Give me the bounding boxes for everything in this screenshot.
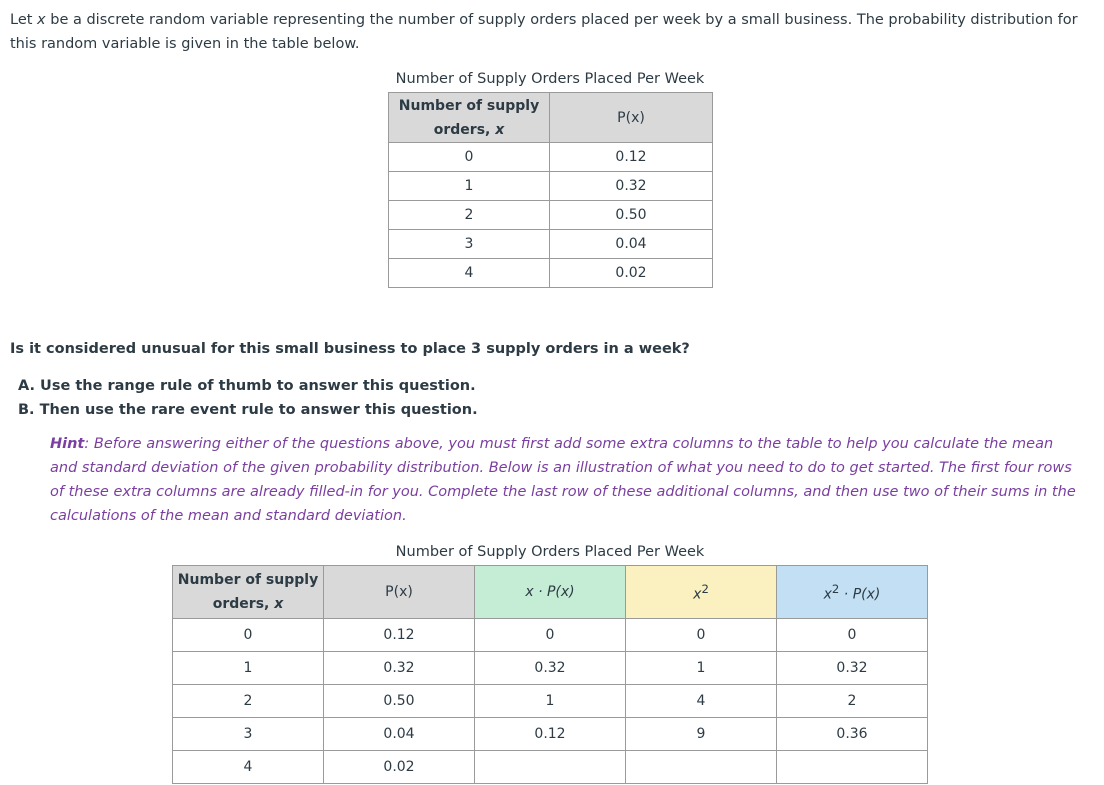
table2-cell-p: 0.32 — [324, 652, 475, 685]
table2-header-x2-exp: 2 — [701, 582, 709, 597]
table2-cell-x: 2 — [173, 685, 324, 718]
table-row — [389, 143, 713, 172]
table2-cell-p: 0.02 — [324, 751, 475, 784]
table-row — [389, 201, 713, 230]
hint-label: Hint — [50, 436, 85, 452]
table1-cell-x: 3 — [389, 230, 550, 259]
table1-cell-x: 0 — [389, 143, 550, 172]
table2-header-x-var: x — [274, 596, 284, 612]
table2-header-x2 — [626, 566, 777, 619]
table1-header-x-line2: orders, — [433, 121, 496, 138]
table1-header-x-var: x — [495, 121, 505, 138]
table-row — [389, 230, 713, 259]
table2-header-p: P(x) — [324, 566, 475, 619]
table1-cell-p: 0.32 — [550, 172, 713, 201]
table2-header-row — [173, 566, 928, 619]
table-row — [173, 685, 928, 718]
table2-header-x-line1: Number of supply — [177, 572, 319, 588]
intro-paragraph — [10, 8, 1090, 56]
table2-cell-x: 3 — [173, 718, 324, 751]
table1-header-x — [389, 93, 550, 143]
table2-cell-xp: 0.32 — [475, 652, 626, 685]
table2-cell-x2p: 0.32 — [777, 652, 928, 685]
table-row — [173, 619, 928, 652]
table1-cell-x: 2 — [389, 201, 550, 230]
question-parts-list — [18, 374, 478, 422]
table1-cell-p: 0.02 — [550, 259, 713, 288]
table-row — [389, 172, 713, 201]
table2-header-xp-text: x · P(x) — [525, 584, 575, 600]
table2-cell-x2p: 0.36 — [777, 718, 928, 751]
extended-calculation-table — [172, 565, 928, 784]
table2-cell-x2-empty — [626, 751, 777, 784]
table1-header-row — [389, 93, 713, 143]
table2-cell-xp: 0.12 — [475, 718, 626, 751]
table2-cell-x2: 4 — [626, 685, 777, 718]
table-row — [173, 652, 928, 685]
table1-header-p: P(x) — [550, 93, 713, 143]
table1-caption: Number of Supply Orders Placed Per Week — [395, 71, 705, 87]
intro-variable: x — [37, 12, 46, 28]
table2-cell-x2p: 2 — [777, 685, 928, 718]
table2-cell-x: 1 — [173, 652, 324, 685]
table2-caption: Number of Supply Orders Placed Per Week — [395, 544, 705, 560]
table2-cell-x2: 1 — [626, 652, 777, 685]
table2-cell-xp: 0 — [475, 619, 626, 652]
table2-header-xp — [475, 566, 626, 619]
table2-cell-x2: 0 — [626, 619, 777, 652]
part-b: B. Then use the rare event rule to answer this question. — [18, 402, 478, 418]
table2-cell-x2p-empty — [777, 751, 928, 784]
table2-header-x2p-base: x — [823, 586, 832, 603]
table2-header-x-line2: orders, — [212, 596, 275, 612]
part-a: A. Use the range rule of thumb to answer this question. — [18, 378, 476, 394]
table2-header-x2p-exp: 2 — [831, 582, 840, 597]
table1-cell-p: 0.50 — [550, 201, 713, 230]
table1-cell-x: 4 — [389, 259, 550, 288]
table1-cell-p: 0.12 — [550, 143, 713, 172]
table2-cell-xp-empty — [475, 751, 626, 784]
table2-header-x2p-rest: · P(x) — [839, 586, 881, 603]
hint-paragraph — [50, 432, 1080, 528]
table2-cell-x2p: 0 — [777, 619, 928, 652]
table2-cell-x: 0 — [173, 619, 324, 652]
hint-text: : Before answering either of the questions above, you must first add some extra columns to the table to help you calculate the mean and standard deviation of the given probability distribution. Below is an illustration of what you need to do to get started. The first four rows of these extra columns are already filled-in for you. Complete the last row of these additional columns, and then use two of their sums in the calculations of the mean and standard deviation. — [50, 436, 1076, 524]
table1-cell-x: 1 — [389, 172, 550, 201]
intro-text-rest: be a discrete random variable representing the number of supply orders placed per week by a small business. The probability distribution for this random variable is given in the table below. — [10, 12, 1078, 52]
table1-header-x-line1: Number of supply — [398, 97, 540, 114]
table2-header-x2p — [777, 566, 928, 619]
table-row — [389, 259, 713, 288]
table2-header-x2-base: x — [693, 586, 702, 603]
table2-cell-p: 0.12 — [324, 619, 475, 652]
table-row — [173, 718, 928, 751]
table2-cell-x2: 9 — [626, 718, 777, 751]
table2-cell-p: 0.50 — [324, 685, 475, 718]
probability-distribution-table — [388, 92, 713, 288]
table2-header-x — [173, 566, 324, 619]
table2-cell-x: 4 — [173, 751, 324, 784]
table2-cell-p: 0.04 — [324, 718, 475, 751]
table2-cell-xp: 1 — [475, 685, 626, 718]
intro-text-start: Let — [10, 12, 38, 28]
table1-cell-p: 0.04 — [550, 230, 713, 259]
question-text: Is it considered unusual for this small business to place 3 supply orders in a week? — [10, 341, 690, 357]
table-row — [173, 751, 928, 784]
